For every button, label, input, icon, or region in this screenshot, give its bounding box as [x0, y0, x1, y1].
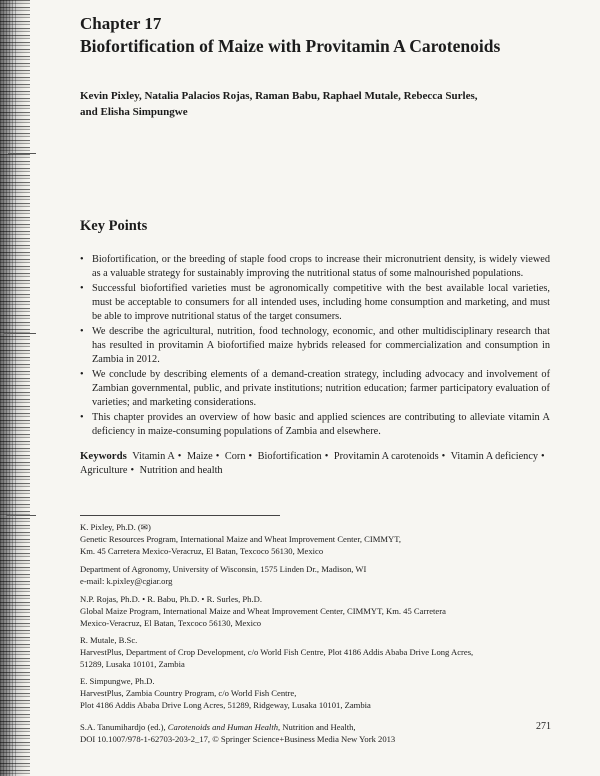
chapter-number: Chapter 17	[80, 14, 162, 33]
affiliation-line: Mexico-Veracruz, El Batan, Texcoco 56130, Mexico	[80, 618, 262, 628]
affiliation-line: K. Pixley, Ph.D. (✉)	[80, 522, 151, 532]
author-list	[80, 88, 550, 120]
affiliation-line: Global Maize Program, International Maize and Wheat Improvement Center, CIMMYT, Km. 45 Carretera	[80, 606, 446, 616]
keyword: Nutrition and health	[139, 465, 223, 476]
affiliation-rojas-babu-surles	[80, 593, 550, 629]
keyword: Agriculture	[80, 465, 128, 476]
citation-editor: S.A. Tanumihardjo (ed.),	[80, 722, 168, 732]
keywords	[80, 449, 550, 478]
bullet-separator: •	[177, 451, 182, 462]
scan-artifact-line	[4, 333, 36, 334]
bullet-separator: •	[441, 451, 446, 462]
affiliation-line: E. Simpungwe, Ph.D.	[80, 676, 155, 686]
affiliation-mutale	[80, 634, 550, 670]
key-point: • Biofortification, or the breeding of staple food crops to increase their micronutrient density, is widely viewed as a valuable strategy for sustainably improving the nutritional status of some malnourished populations.	[80, 253, 550, 281]
bullet-separator: •	[215, 451, 220, 462]
affiliation-line: N.P. Rojas, Ph.D. • R. Babu, Ph.D. • R. Surles, Ph.D.	[80, 594, 262, 604]
affiliation-line: Km. 45 Carretera Mexico-Veracruz, El Batan, Texcoco 56130, Mexico	[80, 546, 324, 556]
affiliation-line: 51289, Lusaka 10101, Zambia	[80, 659, 185, 669]
citation-footer	[80, 721, 550, 745]
bullet-separator: •	[541, 451, 545, 462]
affiliation-line: Plot 4186 Addis Ababa Drive Long Acres, 51289, Ridgeway, Lusaka 10101, Zambia	[80, 700, 371, 710]
keyword: Vitamin A deficiency	[450, 451, 539, 462]
bullet-separator: •	[324, 451, 329, 462]
page-number: 271	[536, 721, 551, 732]
footnote-divider	[80, 515, 280, 516]
affiliation-line: e-mail: k.pixley@cgiar.org	[80, 576, 173, 586]
affiliation-wisconsin	[80, 563, 550, 587]
author-line: Kevin Pixley, Natalia Palacios Rojas, Raman Babu, Raphael Mutale, Rebecca Surles,	[80, 90, 478, 102]
key-point: • We describe the agricultural, nutrition, food technology, economic, and other multidisciplinary research that has resulted in provitamin A biofortified maize hybrids released for commercialization and consumption in Zambia in 2012.	[80, 325, 550, 367]
keyword: Biofortification	[257, 451, 322, 462]
citation-series: , Nutrition and Health,	[278, 722, 356, 732]
page-content	[80, 14, 550, 478]
keyword: Provitamin A carotenoids	[333, 451, 439, 462]
affiliation-line: HarvestPlus, Department of Crop Development, c/o World Fish Centre, Plot 4186 Addis Ababa Drive Long Acres,	[80, 647, 474, 657]
affiliation-simpungwe	[80, 675, 550, 711]
key-points-list	[80, 253, 550, 439]
key-point: • This chapter provides an overview of how basic and applied sciences are contributing to alleviate vitamin A deficiency in maize-consuming populations of Zambia and elsewhere.	[80, 411, 550, 439]
affiliation-pixley	[80, 521, 550, 557]
scan-artifact-line	[6, 515, 36, 516]
keyword: Vitamin A	[132, 451, 175, 462]
key-points-heading: Key Points	[80, 218, 148, 234]
keyword: Corn	[224, 451, 246, 462]
citation-doi: DOI 10.1007/978-1-62703-203-2_17, © Springer Science+Business Media New York 2013	[80, 734, 396, 744]
affiliation-line: HarvestPlus, Zambia Country Program, c/o World Fish Centre,	[80, 688, 297, 698]
bullet-separator: •	[130, 465, 135, 476]
scan-artifact-line	[8, 153, 36, 154]
citation-book-title: Carotenoids and Human Health	[167, 722, 279, 732]
author-line: and Elisha Simpungwe	[80, 106, 188, 118]
key-point: • We conclude by describing elements of a demand-creation strategy, including advocacy and involvement of Zambian governmental, public, and private institutions; nutrition education; farmer participatory evaluation of varieties; and marketing considerations.	[80, 368, 550, 410]
chapter-title: Biofortification of Maize with Provitamin A Carotenoids	[80, 36, 501, 56]
keywords-label: Keywords	[80, 450, 127, 462]
keyword: Maize	[186, 451, 213, 462]
affiliation-line: Department of Agronomy, University of Wisconsin, 1575 Linden Dr., Madison, WI	[80, 564, 367, 574]
affiliation-line: Genetic Resources Program, International Maize and Wheat Improvement Center, CIMMYT,	[80, 534, 402, 544]
affiliation-line: R. Mutale, B.Sc.	[80, 635, 138, 645]
scanned-binding-edge	[0, 0, 30, 776]
citation-line	[80, 721, 550, 733]
key-point: • Successful biofortified varieties must be agronomically competitive with the best available local varieties, must be acceptable to consumers for all intended uses, including home consumption and marketing, and must be able to improve nutritional status of the target consumers.	[80, 282, 550, 324]
bullet-separator: •	[248, 451, 253, 462]
